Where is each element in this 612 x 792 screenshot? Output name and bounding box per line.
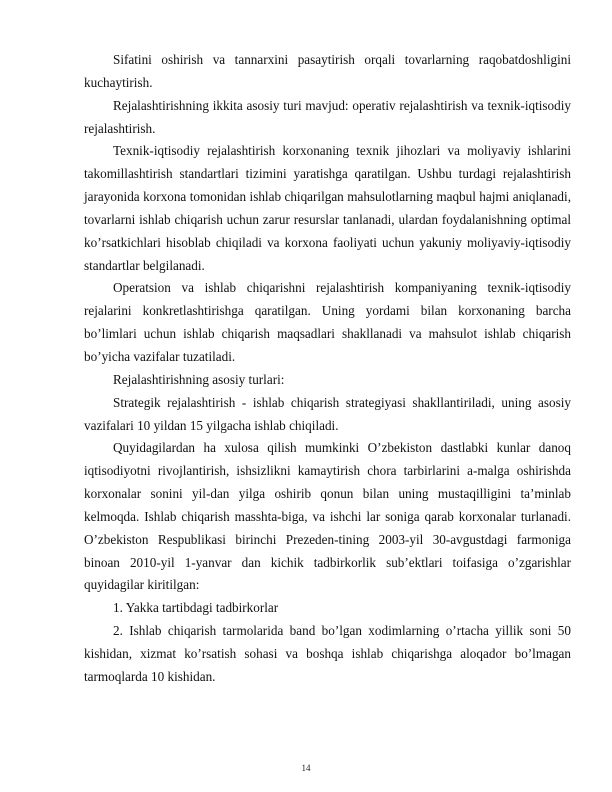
body-text <box>84 49 571 689</box>
list-item-1: 1. Yakka tartibdagi tadbirkorlar <box>113 600 279 616</box>
paragraph-6: Strategik rejalashtirish - ishlab chiqarish strategiyasi shakllantiriladi, uning asosiy vazifalari 10 yildan 15 yilgacha ishlab chiqiladi. <box>84 394 571 433</box>
paragraph-4: Operatsion va ishlab chiqarishni rejalashtirish kompaniyaning texnik-iqtisodiy rejalarini konkretlashtirishga qaratilgan. Uning yordami bilan korxonaning barcha bo’limlari uchun ishlab chiqarish maqsadlari shakllanadi va mahsulot ishlab chiqarish bo’yicha vazifalar tuzatiladi. <box>84 280 571 364</box>
paragraph-7: Quyidagilardan ha xulosa qilish mumkinki O’zbekiston dastlabki kunlar danoq iqtisodiyotni rivojlantirish, ishsizlikni kamaytirish chora tarbirlarini a-malga oshirishda korxonalar sonini yil-dan yilga oshirib qonun bilan uning mustaqilligini ta’minlab kelmoqda. Ishlab chiqarish masshta-biga, va ishchi lar soniga qarab korxonalar turlanadi. O’zbekiston Respublikasi birinchi Prezeden-tining 2003-yil 30-avgustdagi farmoniga binoan 2010-yil 1-yanvar dan kichik tadbirkorlik sub’ektlari toifasiga o’zgarishlar quyidagilar kiritilgan: <box>84 440 571 593</box>
paragraph-5: Rejalashtirishning asosiy turlari: <box>113 371 285 387</box>
paragraph-1: Sifatini oshirish va tannarxini pasaytirish orqali tovarlarning raqobatdoshligini kuchaytirish. <box>84 52 571 90</box>
page-number: 14 <box>301 763 311 773</box>
paragraph-3: Texnik-iqtisodiy rejalashtirish korxonaning texnik jihozlari va moliyaviy ishlarini takomillashtirish standartlari tizimini yaratishga qaratilgan. Ushbu turdagi rejalashtirish jarayonida korxona tomonidan ishlab chiqarilgan mahsulotlarning maqbul hajmi aniqlanadi, tovarlarni ishlab chiqarish uchun zarur resurslar tanlanadi, ulardan foydalanishning optimal ko’rsatkichlari hisoblab chiqiladi va korxona faoliyati uchun yakuniy moliyaviy-iqtisodiy standartlar belgilanadi. <box>84 143 571 273</box>
paragraph-2: Rejalashtirishning ikkita asosiy turi mavjud: operativ rejalashtirish va texnik-iqtisodiy rejalashtirish. <box>84 97 571 136</box>
list-item-2: 2. Ishlab chiqarish tarmolarida band bo’lgan xodimlarning o’rtacha yillik soni 50 kishidan, xizmat ko’rsatish sohasi va boshqa ishlab chiqarishga aloqador bo’lmagan tarmoqlarda 10 kishidan. <box>84 623 571 684</box>
